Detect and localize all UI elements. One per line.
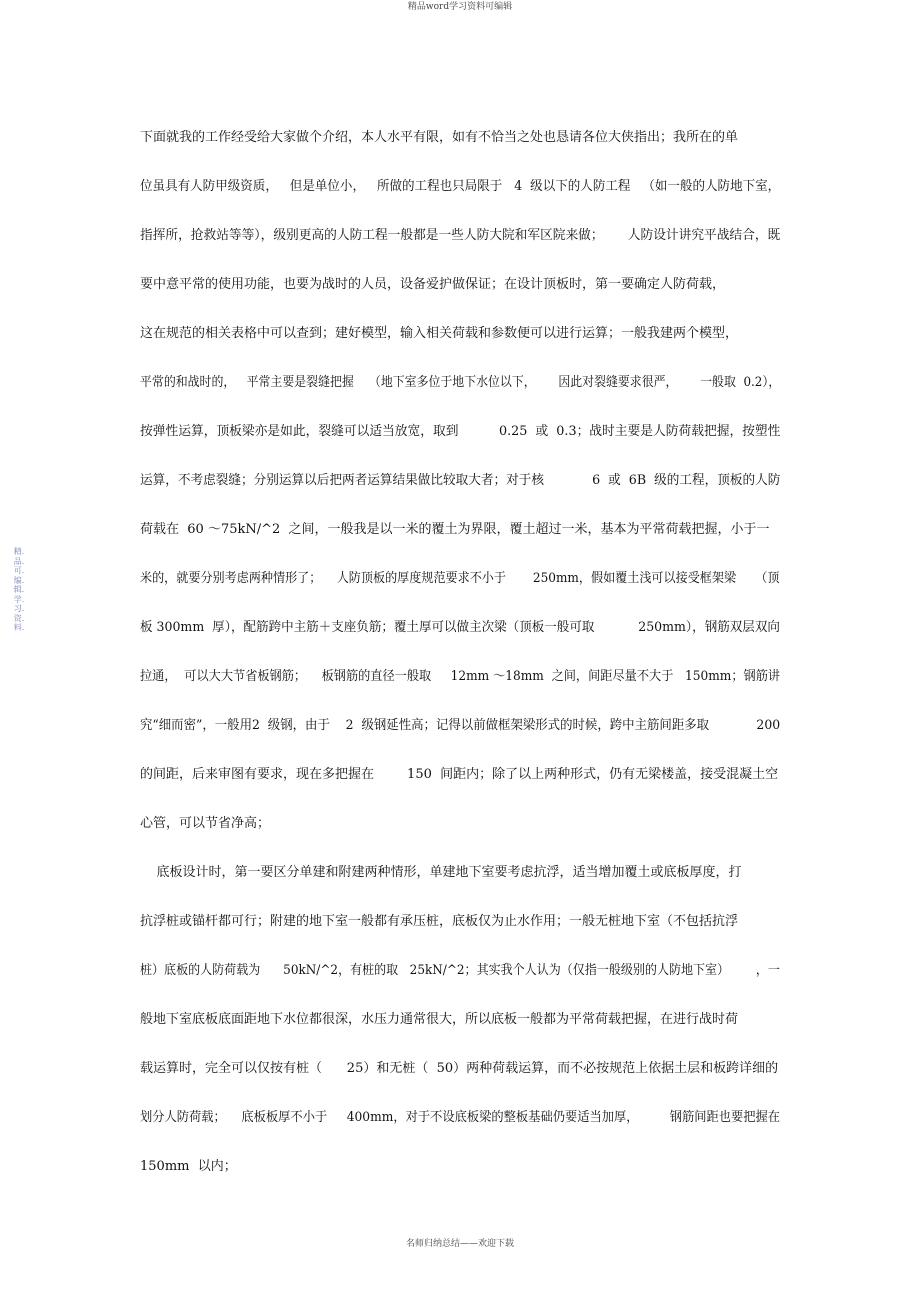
text-line: 运算，不考虑裂缝；分别运算以后把两者运算结果做比较取大者；对于核 6 或 6B 级的工程，顶板的人防: [140, 473, 781, 488]
text-line: 般地下室底板底面距地下水位都很深，水压力通常很大，所以底板一般都为平常荷载把握，在进行战时荷: [140, 1012, 739, 1027]
text-line: 下面就我的工作经受给大家做个介绍，本人水平有限，如有不恰当之处也恳请各位大侠指出；我所在的单: [140, 130, 739, 145]
text-line: 载运算时，完全可以仅按有桩（ 25）和无桩（ 50）两种荷载运算，而不必按规范上依据土层和板跨详细的: [140, 1061, 779, 1076]
text-line: 心管，可以节省净高；: [140, 816, 271, 831]
text-line: 桩）底板的人防荷载为 50kN/^2，有桩的取 25kN/^2；其实我个人认为（仅指一般级别的人防地下室） ，一: [140, 963, 780, 978]
text-line: 板 300mm 厚），配筋跨中主筋＋支座负筋；覆土厚可以做主次梁（顶板一般可取 250mm），钢筋双层双向: [140, 620, 780, 635]
side-watermark: 精.品.可.编.辑.学.习.资.料.: [13, 547, 25, 632]
text-line: 平常的和战时的， 平常主要是裂缝把握 （地下室多位于地下水位以下， 因此对裂缝要求很严， 一般取 0.2），: [140, 375, 781, 390]
text-line: 位虽具有人防甲级资质， 但是单位小， 所做的工程也只局限于 4 级以下的人防工程 （如一般的人防地下室，: [140, 179, 781, 194]
text-line: 的间距，后来审图有要求，现在多把握在 150 间距内；除了以上两种形式，仍有无梁楼盖，接受混凝土空: [140, 767, 779, 782]
text-line: 这在规范的相关表格中可以查到；建好模型，输入相关荷载和参数便可以进行运算；一般我建两个模型，: [140, 326, 739, 341]
text-line: 指挥所，抢救站等等），级别更高的人防工程一般都是一些人防大院和军区院来做； 人防设计讲究平战结合，既: [140, 228, 781, 243]
page-footer: 名师归纳总结——欢迎下载: [405, 1239, 514, 1249]
text-line: 抗浮桩或锚杆都可行；附建的地下室一般都有承压桩，底板仅为止水作用；一般无桩地下室（不包括抗浮: [140, 914, 739, 929]
text-line: 按弹性运算，顶板梁亦是如此，裂缝可以适当放宽，取到 0.25 或 0.3；战时主要是人防荷载把握，按塑性: [140, 424, 781, 439]
text-line: 究“细而密”，一般用2 级钢，由于 2 级钢延性高；记得以前做框架梁形式的时候，跨中主筋间距多取 200: [140, 718, 781, 733]
text-line: 划分人防荷载； 底板板厚不小于 400mm，对于不设底板梁的整板基础仍要适当加厚， 钢筋间距也要把握在: [140, 1110, 781, 1125]
text-line: 要中意平常的使用功能，也要为战时的人员，设备爱护做保证；在设计顶板时，第一要确定人防荷载，: [140, 277, 726, 292]
text-line: 150mm 以内；: [140, 1159, 237, 1174]
text-line: 底板设计时，第一要区分单建和附建两种情形，单建地下室要考虑抗浮，适当增加覆土或底板厚度，打: [140, 865, 742, 880]
page-header: 精品word学习资料可编辑: [407, 2, 513, 12]
text-line: 米的，就要分别考虑两种情形了； 人防顶板的厚度规范要求不小于 250mm，假如覆土浅可以接受框架梁 （顶: [140, 571, 780, 586]
text-line: 荷载在 60 ～75kN/^2 之间，一般我是以一米的覆土为界限，覆土超过一米，基本为平常荷载把握，小于一: [140, 522, 770, 537]
text-line: 拉通， 可以大大节省板钢筋； 板钢筋的直径一般取 12mm ～18mm 之间，间距尽量不大于 150mm；钢筋讲: [140, 669, 781, 684]
